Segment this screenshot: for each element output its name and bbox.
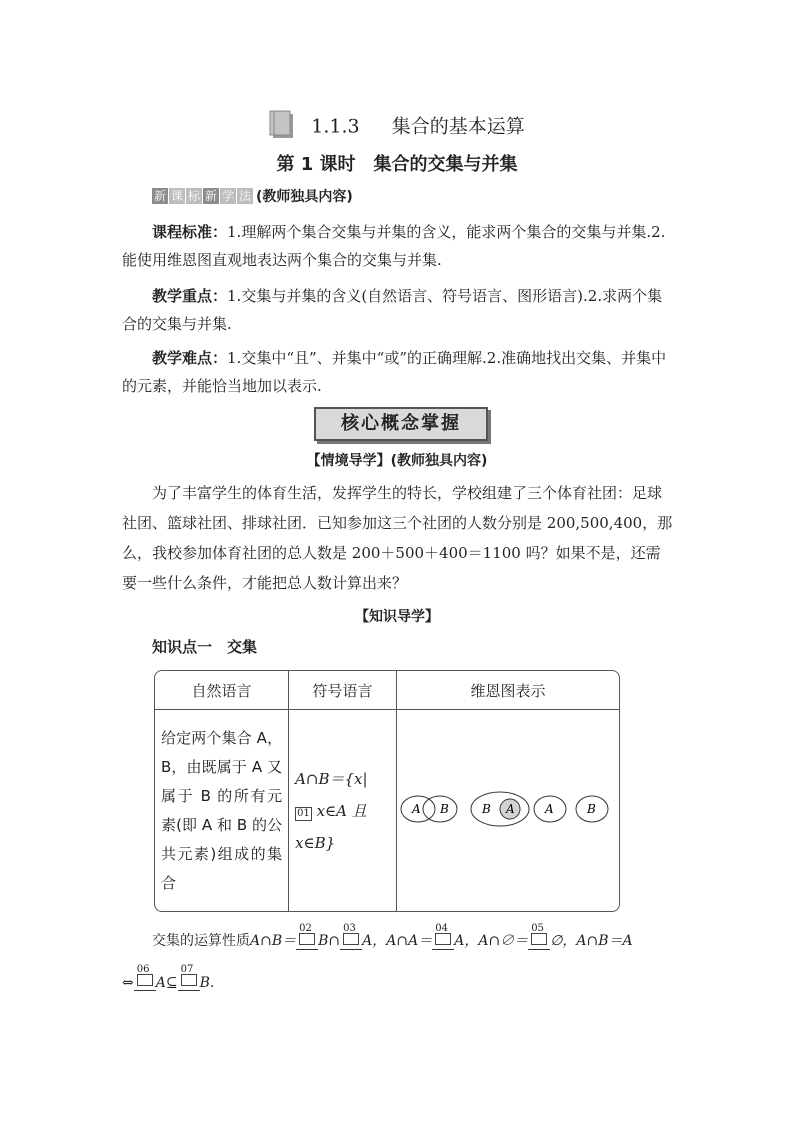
answer-blank xyxy=(296,923,318,950)
venn-label: B xyxy=(587,801,596,816)
natural-language-cell: 给定两个集合 A，B，由既属于 A 又属于 B 的所有元素(即 A 和 B 的公共元素)组成的集合 xyxy=(155,710,289,911)
answer-blank xyxy=(340,923,362,950)
blank-number: 01 xyxy=(297,807,310,819)
venn-label: B xyxy=(440,801,449,816)
property-text: A∩B＝ xyxy=(250,933,297,949)
property-text: A⊆ xyxy=(155,975,178,991)
tag-row xyxy=(152,186,353,206)
answer-blank xyxy=(432,923,454,950)
section-title: 集合的基本运算 xyxy=(391,115,525,138)
intersection-table xyxy=(154,670,620,912)
answer-blank xyxy=(178,964,200,991)
tag-char: 新 xyxy=(204,189,217,203)
tag-note: (教师独具内容) xyxy=(256,189,353,205)
venn-label: B xyxy=(482,801,491,816)
symbol-language-cell xyxy=(289,710,397,911)
venn-subset xyxy=(471,792,529,826)
tag-char: 新 xyxy=(153,189,166,203)
tag-char: 法 xyxy=(238,189,251,203)
lesson-title: 第 1 课时 集合的交集与并集 xyxy=(276,154,518,175)
knowledge-heading: 【知识导学】 xyxy=(355,609,439,625)
property-text: B∩ xyxy=(318,933,341,949)
property-text: ⇔ xyxy=(122,975,134,991)
section-number: 1.1.3 xyxy=(311,115,360,138)
teaching-difficulty-text: 1.交集中“且”、并集中“或”的正确理解.2.准确地找出交集、并集中的元素，并能恰当地加以表示. xyxy=(122,349,667,395)
blank-number: 05 xyxy=(531,923,544,934)
book-icon xyxy=(269,110,295,145)
property-text: A，A∩A＝ xyxy=(362,933,433,949)
property-lead: 交集的运算性质 xyxy=(152,933,250,949)
property-line-1 xyxy=(152,923,674,950)
venn-label: A xyxy=(506,801,515,816)
teaching-focus-text: 1.交集与并集的含义(自然语言、符号语言、图形语言).2.求两个集合的交集与并集. xyxy=(122,287,663,333)
core-concept-banner: 核心概念掌握 xyxy=(314,407,488,441)
scenario-text: 为了丰富学生的体育生活，发挥学生的特长，学校组建了三个体育社团：足球社团、篮球社团、排球社团．已知参加这三个社团的人数分别是 200,500,400，那么，我校参加体育社团的总人数是 200＋500＋400＝1100 吗？如果不是，还需要一些什么条件，才能把总人数计算出来？ xyxy=(122,484,673,592)
venn-cell xyxy=(397,710,619,911)
table-header: 自然语言 xyxy=(155,671,289,710)
property-text: A，A∩∅＝ xyxy=(454,933,529,949)
property-text: B. xyxy=(199,975,215,991)
blank-number: 07 xyxy=(180,964,194,975)
course-standard-text: 1.理解两个集合交集与并集的含义，能求两个集合的交集与并集.2.能使用维恩图直观地表达两个集合的交集与并集. xyxy=(122,223,666,269)
scenario-heading: 【情境导学】(教师独具内容) xyxy=(306,453,488,469)
property-line-2 xyxy=(122,964,644,991)
venn-label: A xyxy=(412,801,421,816)
section-heading xyxy=(0,110,794,145)
tag-char: 标 xyxy=(187,189,200,203)
blank-number: 06 xyxy=(136,964,150,975)
venn-disjoint xyxy=(534,796,608,822)
blank-number: 04 xyxy=(435,923,448,934)
symbol-line: x∈A 且 xyxy=(316,801,367,820)
property-text: ∅，A∩B＝A xyxy=(550,933,633,949)
course-standard-label: 课程标准： xyxy=(152,223,228,241)
tag-char: 课 xyxy=(170,189,183,203)
teaching-difficulty xyxy=(122,344,674,400)
symbol-line: A∩B＝{x| xyxy=(295,769,368,788)
blank-number: 02 xyxy=(299,923,312,934)
table-header: 符号语言 xyxy=(289,671,397,710)
answer-blank xyxy=(528,923,550,950)
tag-char: 学 xyxy=(221,189,234,203)
answer-blank xyxy=(134,964,156,991)
course-standard xyxy=(122,218,674,274)
venn-label: A xyxy=(545,801,554,816)
table-header: 维恩图表示 xyxy=(397,671,619,710)
teaching-difficulty-label: 教学难点： xyxy=(152,349,228,367)
symbol-line: x∈B} xyxy=(295,833,336,852)
teaching-focus xyxy=(122,282,674,338)
teaching-focus-label: 教学重点： xyxy=(152,287,228,305)
venn-overlap xyxy=(401,796,457,822)
knowledge-point-title: 知识点一 交集 xyxy=(152,638,258,656)
venn-diagrams xyxy=(398,784,618,834)
blank-number: 03 xyxy=(343,923,356,934)
